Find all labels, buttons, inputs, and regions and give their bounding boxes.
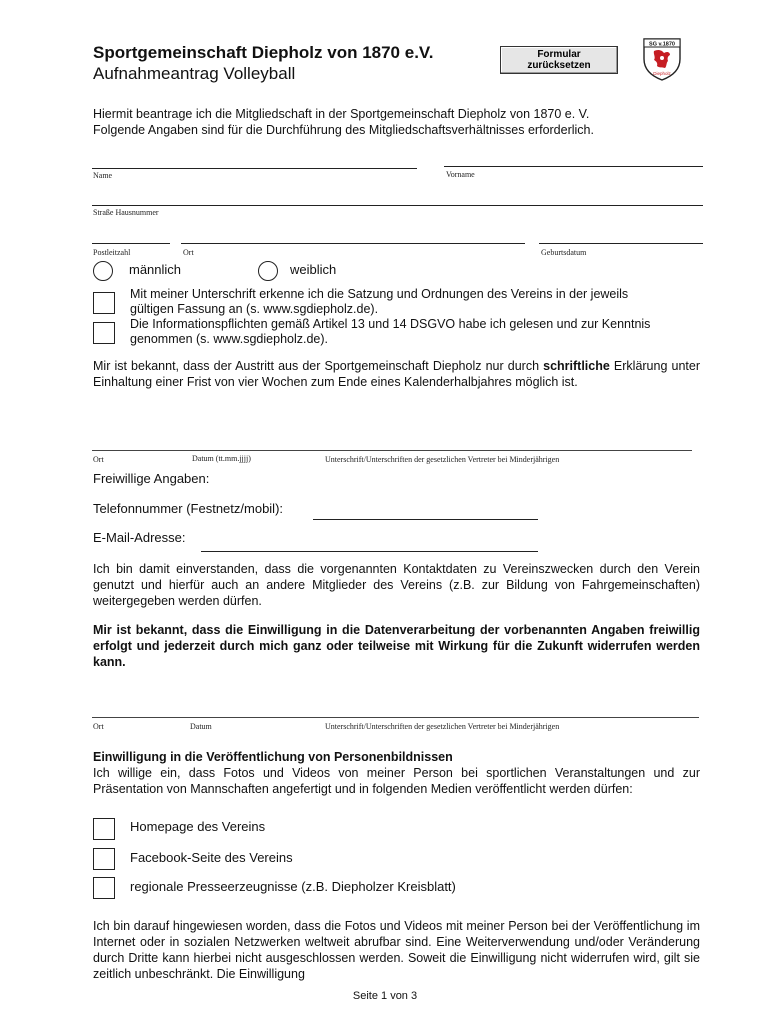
signature-line-1[interactable] xyxy=(92,450,692,451)
signature2-unterschrift-label: Unterschrift/Unterschriften der gesetzlichen Vertreter bei Minderjährigen xyxy=(325,722,560,731)
facebook-checkbox[interactable] xyxy=(93,848,115,870)
name-label: Name xyxy=(93,171,113,180)
name-input-line[interactable] xyxy=(92,168,417,169)
satzung-checkbox[interactable] xyxy=(93,292,115,314)
optional-heading: Freiwillige Angaben: xyxy=(93,471,210,486)
dsgvo-checkbox[interactable] xyxy=(93,322,115,344)
geburtsdatum-input-line[interactable] xyxy=(539,243,703,244)
phone-input[interactable] xyxy=(313,519,538,520)
page-number: Seite 1 von 3 xyxy=(352,990,418,1002)
page-subtitle: Aufnahmeantrag Volleyball xyxy=(93,64,296,83)
svg-text:SG v.1870: SG v.1870 xyxy=(649,41,675,48)
club-crest-logo xyxy=(640,37,684,81)
female-label: weiblich xyxy=(290,262,337,277)
signature1-datum-label: Datum (tt.mm.jjjj) xyxy=(192,454,251,463)
svg-text:Diepholz: Diepholz xyxy=(653,71,671,76)
images-heading: Einwilligung in die Veröffentlichung von Personenbildnissen xyxy=(93,750,453,764)
revocation-notice: Mir ist bekannt, dass die Einwilligung in die Datenverarbeitung der vorbenannten Angaben freiwillig erfolgt und jederzeit durch mich ganz oder teilweise mit Wirkung für die Zukunft widerrufen werden kann. xyxy=(93,623,700,669)
images-notice: Ich bin darauf hingewiesen worden, dass die Fotos und Videos mit meiner Person bei der Veröffentlichung im Internet oder in sozialen Netzwerken weltweit abrufbar sind. Eine Weiterverwendung und/oder Veränderung durch Dritte kann hierbei nicht ausgeschlossen werden. Soweit die Einwilligung nicht widerrufen wird, gilt sie zeitlich unbeschränkt. Die Einwilligung xyxy=(93,919,700,981)
ort-label: Ort xyxy=(183,248,194,257)
email-input[interactable] xyxy=(201,551,538,552)
homepage-label: Homepage des Vereins xyxy=(130,819,266,834)
intro-text xyxy=(93,106,700,138)
phone-label: Telefonnummer (Festnetz/mobil): xyxy=(93,501,284,516)
male-label: männlich xyxy=(129,262,182,277)
austritt-text-bold: schriftliche xyxy=(543,359,610,373)
plz-input-line[interactable] xyxy=(92,243,170,244)
facebook-label: Facebook-Seite des Vereins xyxy=(130,850,293,865)
signature-line-2[interactable] xyxy=(92,717,699,718)
signature1-unterschrift-label: Unterschrift/Unterschriften der gesetzlichen Vertreter bei Minderjährigen xyxy=(325,455,560,464)
vorname-input-line[interactable] xyxy=(444,166,703,167)
strasse-input-line[interactable] xyxy=(92,205,703,206)
male-radio[interactable] xyxy=(93,261,113,281)
reset-form-button[interactable]: Formular zurücksetzen xyxy=(500,46,618,74)
signature2-ort-label: Ort xyxy=(93,722,104,731)
email-label: E-Mail-Adresse: xyxy=(93,530,186,545)
geburtsdatum-label: Geburtsdatum xyxy=(541,248,587,257)
signature2-datum-label: Datum xyxy=(190,722,212,731)
homepage-checkbox[interactable] xyxy=(93,818,115,840)
images-text: Ich willige ein, dass Fotos und Videos von meiner Person bei sportlichen Veranstaltungen und zur Präsentation von Mannschaften angefertigt und in folgenden Medien veröffentlicht werden dürfen: xyxy=(93,766,700,796)
vorname-label: Vorname xyxy=(446,170,475,179)
contact-consent-text: Ich bin damit einverstanden, dass die vorgenannten Kontaktdaten zu Vereinszwecken durch den Verein genutzt und hierfür auch an andere Mitglieder des Vereins (z.B. zur Bildung von Fahrgemeinschaften) weitergegeben werden dürfen. xyxy=(93,562,700,608)
ort-input-line[interactable] xyxy=(181,243,525,244)
female-radio[interactable] xyxy=(258,261,278,281)
austritt-text-start: Mir ist bekannt, dass der Austritt aus der Sportgemeinschaft Diepholz nur durch xyxy=(93,359,544,373)
dsgvo-text: Die Informationspflichten gemäß Artikel 13 und 14 DSGVO habe ich gelesen und zur Kenntnis genommen (s. www.sgdiepholz.de). xyxy=(130,317,651,346)
austritt-text-end: Erklärung unter Einhaltung einer Frist von vier Wochen zum Ende eines Kalenderhalbjahres möglich ist. xyxy=(93,359,701,389)
satzung-text: Mit meiner Unterschrift erkenne ich die Satzung und Ordnungen des Vereins in der jeweils gültigen Fassung an (s. www.sgdiepholz.de). xyxy=(130,287,629,316)
page-title: Sportgemeinschaft Diepholz von 1870 e.V. xyxy=(93,43,434,62)
strasse-label: Straße Hausnummer xyxy=(93,208,159,217)
presse-label: regionale Presseerzeugnisse (z.B. Diepholzer Kreisblatt) xyxy=(130,879,456,894)
presse-checkbox[interactable] xyxy=(93,877,115,899)
signature1-ort-label: Ort xyxy=(93,455,104,464)
intro-line-1: Hiermit beantrage ich die Mitgliedschaft in der Sportgemeinschaft Diepholz von 1870 e. V. xyxy=(93,107,590,121)
intro-line-2: Folgende Angaben sind für die Durchführung des Mitgliedschaftsverhältnisses erforderlich. xyxy=(93,123,594,137)
plz-label: Postleitzahl xyxy=(93,248,131,257)
austritt-text xyxy=(93,358,700,390)
